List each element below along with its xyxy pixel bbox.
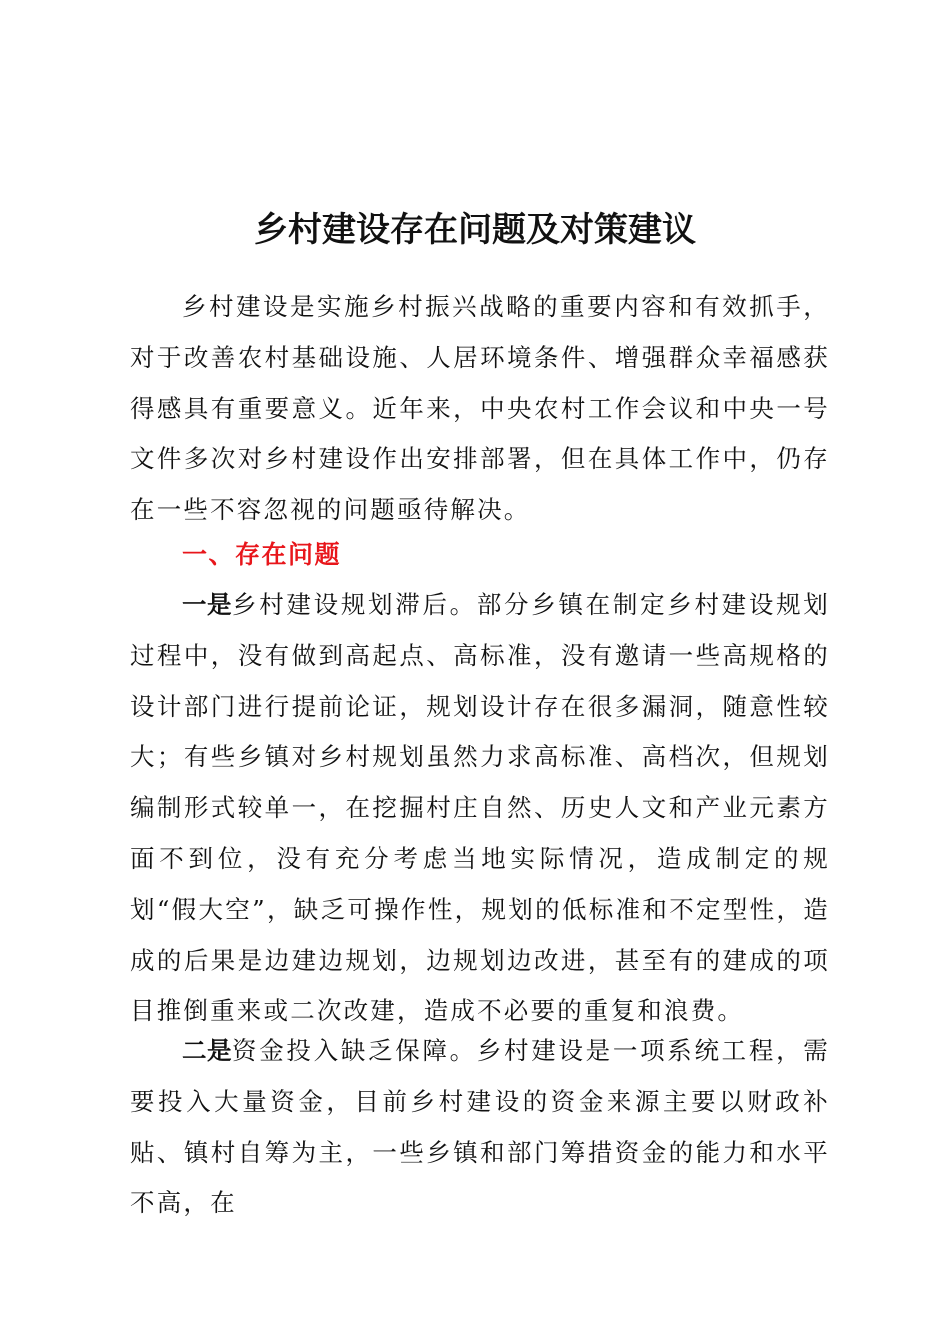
intro-paragraph: 乡村建设是实施乡村振兴战略的重要内容和有效抓手，对于改善农村基础设施、人居环境条件、增强群众幸福感获得感具有重要意义。近年来，中央农村工作会议和中央一号文件多次对乡村建设作出安排部署，但在具体工作中，仍存在一些不容忽视的问题亟待解决。 — [130, 292, 830, 525]
point-lead: 一是 — [182, 590, 233, 619]
point-text: 乡村建设规划滞后。部分乡镇在制定乡村建设规划过程中，没有做到高起点、高标准，没有邀请一些高规格的设计部门进行提前论证，规划设计存在很多漏洞，随意性较大；有些乡镇对乡村规划虽然力求高标准、高档次，但规划编制形式较单一，在挖掘村庄自然、历史人文和产业元素方面不到位，没有充分考虑当地实际情况，造成制定的规划“假大空”，缺乏可操作性，规划的低标准和不定型性，造成的后果是边建边规划，边规划边改进，甚至有的建成的项目推倒重来或二次改建，造成不必要的重复和浪费。 — [130, 590, 830, 1026]
point-lead: 二是 — [182, 1036, 233, 1065]
section-heading: 一、存在问题 — [182, 540, 342, 569]
point-text: 资金投入缺乏保障。乡村建设是一项系统工程，需要投入大量资金，目前乡村建设的资金来源主要以财政补贴、镇村自筹为主，一些乡镇和部门筹措资金的能力和水平不高，在 — [130, 1036, 830, 1218]
point-paragraph — [130, 1026, 830, 1229]
document-title: 乡村建设存在问题及对策建议 — [254, 210, 696, 250]
point-paragraph — [130, 580, 830, 1037]
